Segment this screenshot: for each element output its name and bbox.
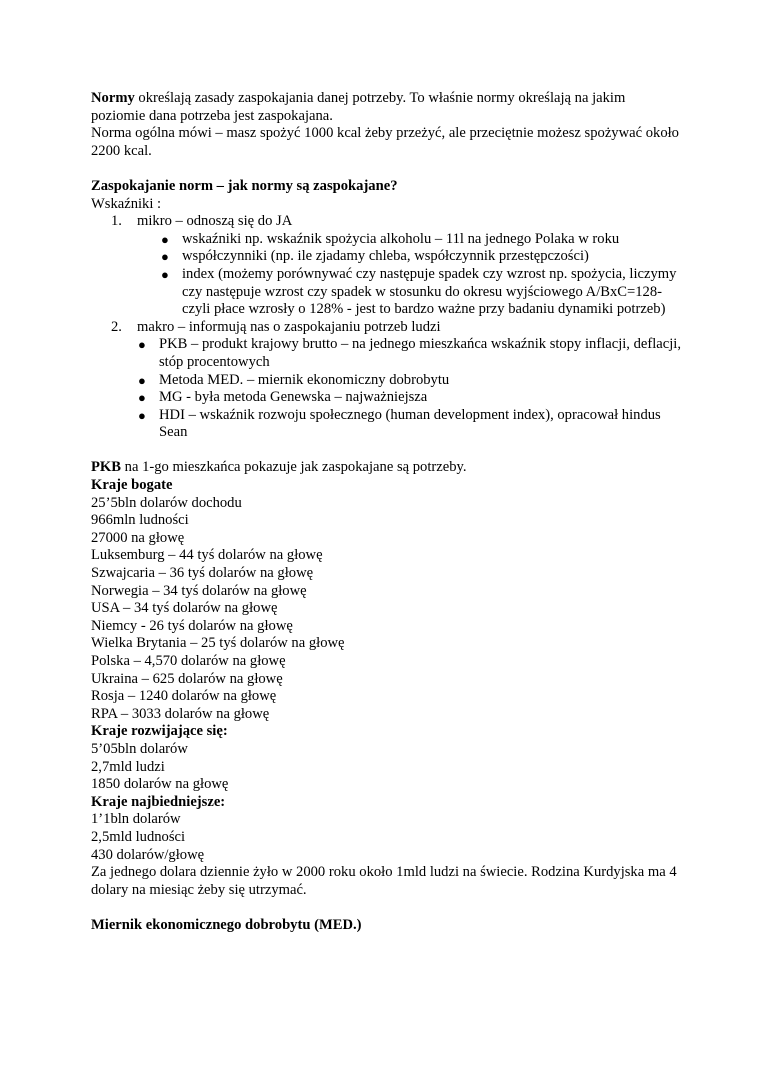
data-line: Ukraina – 625 dolarów na głowę — [91, 670, 283, 687]
bullet-item: ● index (możemy porównywać czy następuje spadek czy wzrost np. spożycia, liczymy czy następuje wzrost czy spadek w stosunku do okresu wyjściowego A/BxC=128- czyli płace wzrosły o 128% - jest to bardzo ważne przy badaniu dynamiki potrzeb) — [161, 265, 677, 318]
pkb-paragraph: PKB na 1-go mieszkańca pokazuje jak zaspokajane są potrzeby. — [91, 459, 467, 476]
rich-countries-heading: Kraje bogate — [91, 477, 173, 494]
data-line: 1’1bln dolarów — [91, 811, 181, 828]
data-line: USA – 34 tyś dolarów na głowę — [91, 600, 278, 617]
bullet-icon: ● — [161, 231, 169, 247]
closing-paragraph: Za jednego dolara dziennie żyło w 2000 roku około 1mld ludzi na świecie. Rodzina Kurdyjska ma 4 dolary na miesiąc żeby się utrzymać. — [91, 864, 677, 898]
bullet-icon: ● — [138, 372, 146, 388]
data-line: 27000 na głowę — [91, 529, 185, 546]
data-line: Luksemburg – 44 tyś dolarów na głowę — [91, 547, 323, 564]
data-line: Wielka Brytania – 25 tyś dolarów na głowę — [91, 635, 345, 652]
data-line: 1850 dolarów na głowę — [91, 776, 229, 793]
bullet-item: ● wskaźniki np. wskaźnik spożycia alkoholu – 11l na jednego Polaka w roku — [161, 230, 620, 247]
intro-paragraph — [91, 90, 681, 125]
bullet-icon: ● — [138, 337, 146, 353]
list-item-macro — [91, 319, 681, 442]
data-line: 430 dolarów/głowę — [91, 846, 205, 863]
list-number: 1. — [111, 213, 122, 230]
data-line: 2,7mld ludzi — [91, 758, 165, 775]
data-line: Polska – 4,570 dolarów na głowę — [91, 653, 286, 669]
bullet-icon: ● — [161, 249, 169, 265]
intro-text: określają zasady zaspokajania danej potrzeby. To właśnie normy określają na jakim poziomie dana potrzeba jest zaspokajana. — [91, 90, 626, 124]
norm-paragraph: Norma ogólna mówi – masz spożyć 1000 kcal żeby przeżyć, ale przeciętnie możesz spożywać około 2200 kcal. — [91, 125, 679, 159]
bullet-icon: ● — [161, 266, 169, 282]
bullet-icon: ● — [138, 390, 146, 406]
bullet-item: ● PKB – produkt krajowy brutto – na jednego mieszkańca wskaźnik stopy inflacji, deflacji, stóp procentowych — [138, 336, 682, 370]
data-line: 25’5bln dolarów dochodu — [91, 494, 242, 511]
document-page — [91, 90, 681, 935]
data-line: 966mln ludności — [91, 512, 189, 529]
data-line: Norwegia – 34 tyś dolarów na głowę — [91, 582, 307, 599]
bullet-item: ● MG - była metoda Genewska – najważniejsza — [138, 389, 428, 406]
list-item-text: makro – informują nas o zaspokajaniu potrzeb ludzi — [137, 318, 441, 335]
pkb-bold-term: PKB — [91, 459, 121, 476]
data-line: RPA – 3033 dolarów na głowę — [91, 705, 270, 722]
indicator-list — [91, 213, 681, 442]
section-heading-norms: Zaspokajanie norm – jak normy są zaspokajane? — [91, 177, 398, 194]
section-heading-med: Miernik ekonomicznego dobrobytu (MED.) — [91, 916, 362, 933]
poorest-countries-heading: Kraje najbiedniejsze: — [91, 793, 226, 810]
indicators-label: Wskaźniki : — [91, 195, 162, 212]
list-item-micro — [91, 213, 681, 319]
bullet-item: ● HDI – wskaźnik rozwoju społecznego (human development index), opracował hindus Sean — [138, 406, 661, 441]
developing-countries-heading: Kraje rozwijające się: — [91, 723, 228, 740]
intro-bold-term: Normy — [91, 90, 135, 106]
data-line: Szwajcaria – 36 tyś dolarów na głowę — [91, 565, 314, 582]
bullet-icon: ● — [138, 407, 146, 423]
data-line: 2,5mld ludności — [91, 828, 186, 845]
list-number: 2. — [111, 318, 122, 335]
bullet-item: ● Metoda MED. – miernik ekonomiczny dobrobytu — [138, 371, 450, 388]
macro-bullets — [137, 336, 681, 442]
data-line: 5’05bln dolarów — [91, 740, 188, 757]
data-line: Niemcy - 26 tyś dolarów na głowę — [91, 617, 293, 634]
list-item-text: mikro – odnoszą się do JA — [137, 213, 293, 230]
data-line: Rosja – 1240 dolarów na głowę — [91, 688, 277, 705]
bullet-item: ● współczynniki (np. ile zjadamy chleba, współczynnik przestępczości) — [161, 248, 589, 265]
micro-bullets — [137, 231, 681, 319]
